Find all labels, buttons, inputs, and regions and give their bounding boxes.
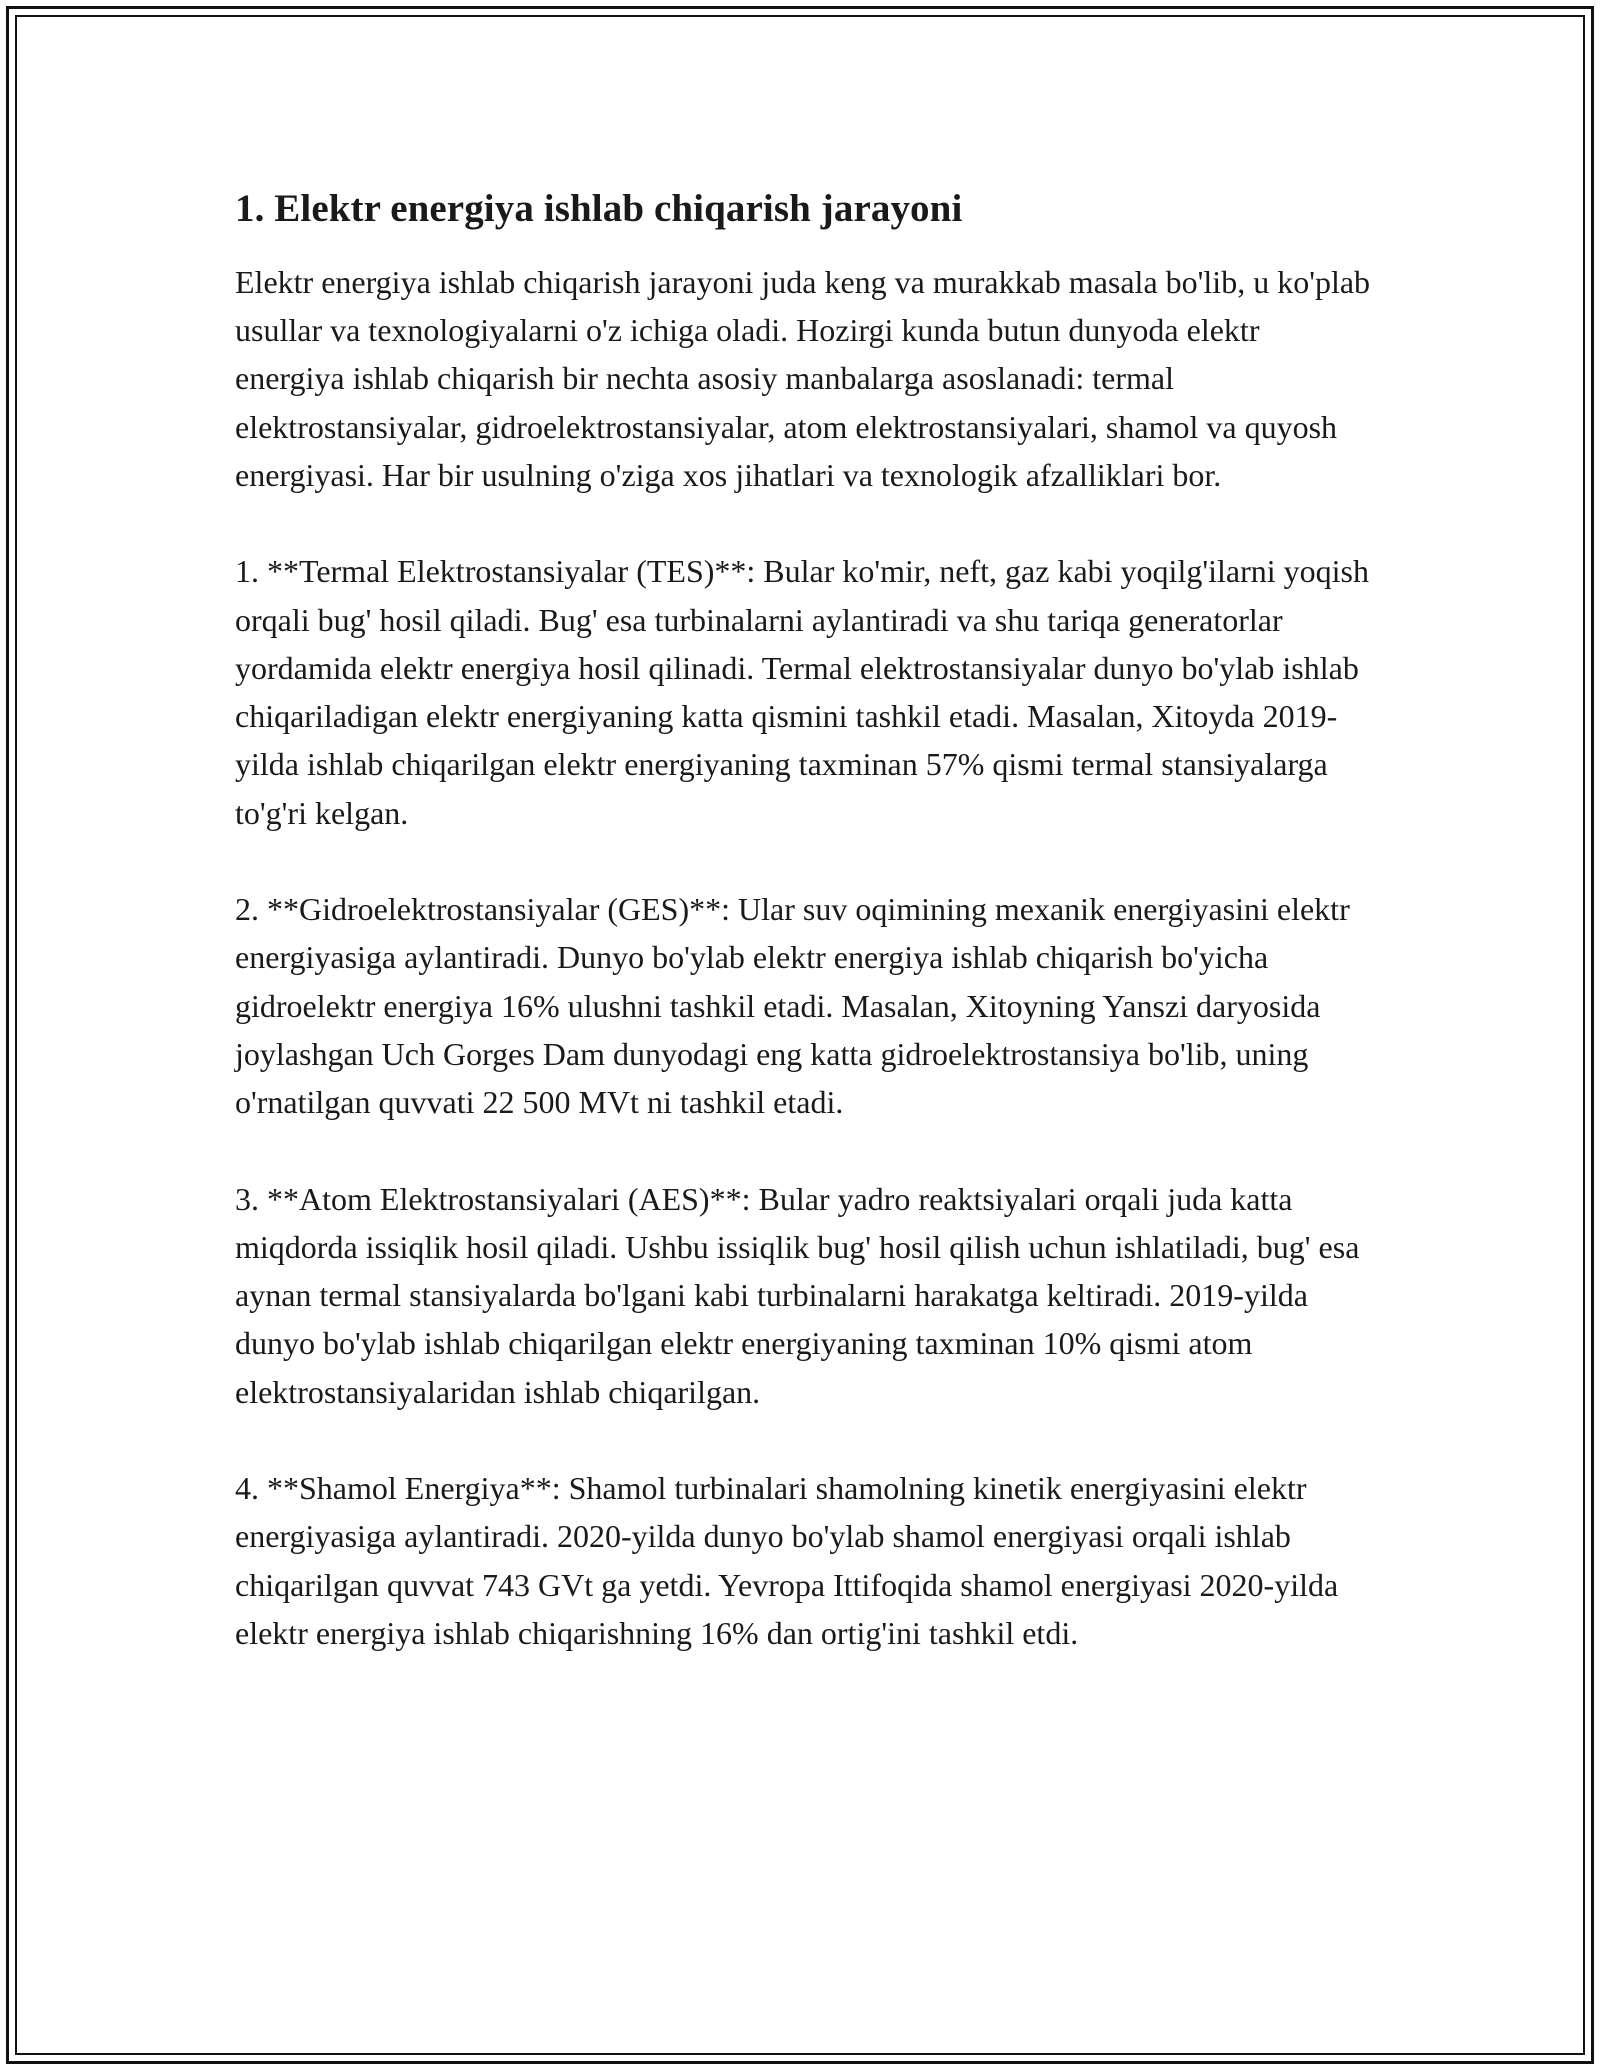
paragraph-wind-energy: 4. **Shamol Energiya**: Shamol turbinalari shamolning kinetik energiyasini elektr energiyasiga aylantiradi. 2020-yilda dunyo bo'ylab shamol energiyasi orqali ishlab chiqarilgan quvvat 743 GVt ga yetdi. Yevropa Ittifoqida shamol energiyasi 2020-yilda elektr energiya ishlab chiqarishning 16% dan ortig'ini tashkil etdi. [235,1469,1339,1651]
paragraph-hydroelectric-plants: 2. **Gidroelektrostansiyalar (GES)**: Ular suv oqimining mexanik energiyasini elektr energiyasiga aylantiradi. Dunyo bo'ylab elektr energiya ishlab chiqarish bo'yicha gidroelektr energiya 16% ulushni tashkil etadi. Masalan, Xitoyning Yanszi daryosida joylashgan Uch Gorges Dam dunyodagi eng katta gidroelektrostansiya bo'lib, uning o'rnatilgan quvvati 22 500 MVt ni tashkil etadi. [235,891,1350,1121]
section-title: 1. Elektr energiya ishlab chiqarish jarayoni [235,187,963,230]
paragraph-thermal-power-plants: 1. **Termal Elektrostansiyalar (TES)**: Bular ko'mir, neft, gaz kabi yoqilg'ilarni yoqish orqali bug' hosil qiladi. Bug' esa turbinalarni aylantiradi va shu tariqa generatorlar yordamida elektr energiya hosil qilinadi. Termal elektrostansiyalar dunyo bo'ylab ishlab chiqariladigan elektr energiyaning katta qismini tashkil etadi. Masalan, Xitoyda 2019-yilda ishlab chiqarilgan elektr energiyaning taxminan 57% qismi termal stansiyalarga to'g'ri kelgan. [235,553,1369,831]
intro-paragraph: Elektr energiya ishlab chiqarish jarayoni juda keng va murakkab masala bo'lib, u ko'plab usullar va texnologiyalarni o'z ichiga oladi. Hozirgi kunda butun dunyoda elektr energiya ishlab chiqarish bir nechta asosiy manbalarga asoslanadi: termal elektrostansiyalar, gidroelektrostansiyalar, atom elektrostansiyalari, shamol va quyosh energiyasi. Har bir usulning o'ziga xos jihatlari va texnologik afzalliklari bor. [235,263,1371,493]
document-body [235,185,1375,1705]
paragraph-nuclear-plants: 3. **Atom Elektrostansiyalari (AES)**: Bular yadro reaktsiyalari orqali juda katta miqdorda issiqlik hosil qiladi. Ushbu issiqlik bug' hosil qilish uchun ishlatiladi, bug' esa aynan termal stansiyalarda bo'lgani kabi turbinalarni harakatga keltiradi. 2019-yilda dunyo bo'ylab ishlab chiqarilgan elektr energiyaning taxminan 10% qismi atom elektrostansiyalaridan ishlab chiqarilgan. [235,1180,1360,1410]
